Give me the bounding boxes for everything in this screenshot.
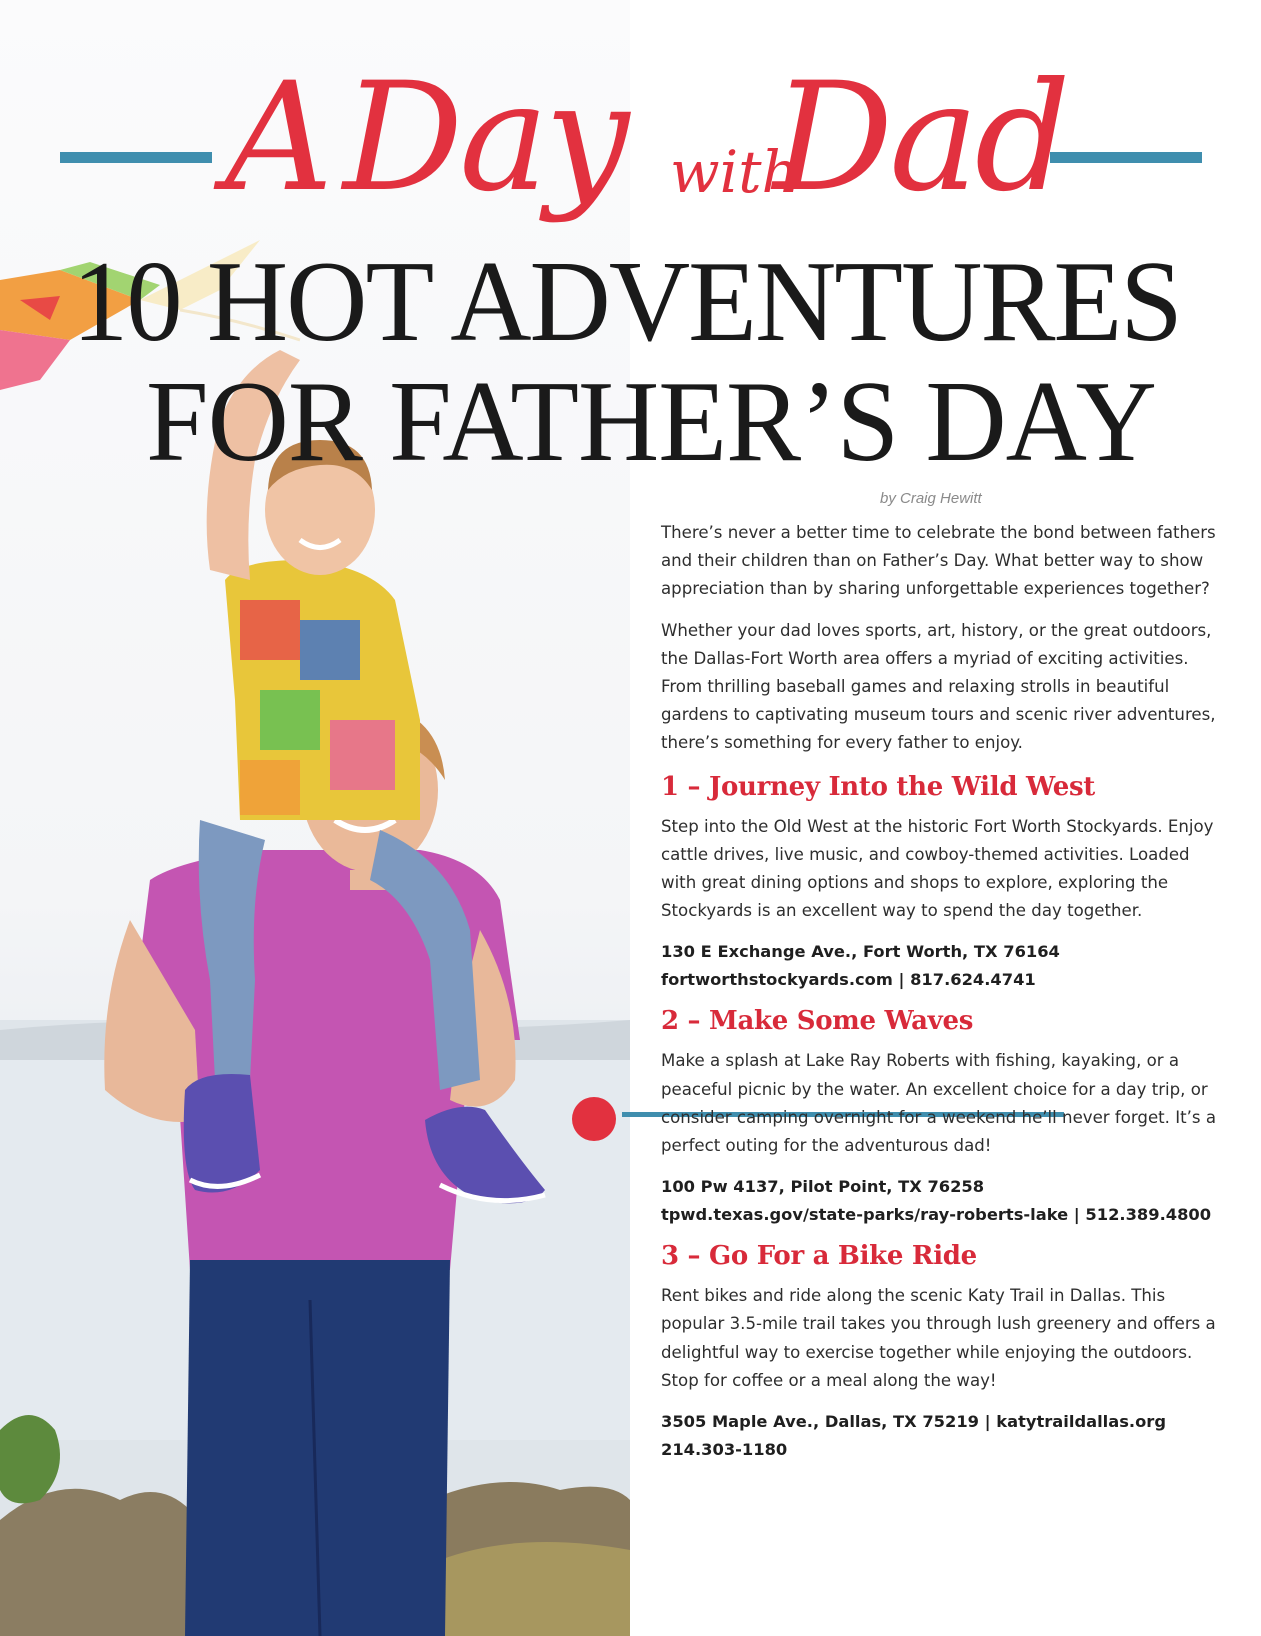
section-3-contact: 214.303-1180 (661, 1440, 788, 1460)
section-2-info (661, 1173, 1216, 1229)
section-1-heading: 1 – Journey Into the Wild West (661, 771, 1096, 802)
section-1-contact: fortworthstockyards.com | 817.624.4741 (661, 970, 1036, 990)
headline-line-1: 10 HOT ADVENTURES (72, 238, 1181, 366)
section-2-heading: 2 – Make Some Waves (661, 1006, 974, 1037)
headline-line-2: FOR FATHER’S DAY (146, 358, 1156, 486)
section-1-body: Step into the Old West at the historic Fort Worth Stockyards. Enjoy cattle drives, live music, and cowboy-themed activities. Loaded with great dining options and shops to explore, exploring the Stockyards is an excellent way to spend the day together. (661, 816, 1214, 921)
section-3-body: Rent bikes and ride along the scenic Katy Trail in Dallas. This popular 3.5-mile trail takes you through lush greenery and offers a delightful way to exercise together while enjoying the outdoors. Stop for coffee or a meal along the way! (661, 1286, 1216, 1390)
section-3 (661, 1239, 1216, 1464)
section-3-heading: 3 – Go For a Bike Ride (661, 1241, 977, 1272)
script-title-with: with (670, 138, 799, 206)
section-2-address: 100 Pw 4137, Pilot Point, TX 76258 (661, 1177, 985, 1197)
article-column (661, 519, 1216, 1474)
section-2 (661, 1004, 1216, 1229)
script-title-day: Day (343, 51, 626, 225)
script-title-a: A (225, 51, 330, 225)
intro-paragraph-1: There’s never a better time to celebrate the bond between fathers and their children than on Father’s Day. What better way to show appreciation than by sharing unforgettable experiences together? (661, 523, 1216, 599)
intro-paragraph-2: Whether your dad loves sports, art, history, or the great outdoors, the Dallas-Fort Worth area offers a myriad of exciting activities. From thrilling baseball games and relaxing strolls in beautiful gardens to captivating museum tours and scenic river adventures, there’s something for every father to enjoy. (661, 620, 1216, 753)
section-1 (661, 770, 1216, 995)
script-title (225, 30, 1067, 240)
section-1-info (661, 938, 1216, 994)
script-title-dad: Dad (773, 51, 1067, 225)
section-3-address: 3505 Maple Ave., Dallas, TX 75219 | katytraildallas.org (661, 1412, 1166, 1432)
section-2-red-dot (572, 1097, 616, 1141)
byline: by Craig Hewitt (880, 490, 982, 507)
section-1-address: 130 E Exchange Ave., Fort Worth, TX 76164 (661, 942, 1060, 962)
title-rule-left (60, 152, 212, 163)
title-rule-right (1050, 152, 1202, 163)
section-2-contact: tpwd.texas.gov/state-parks/ray-roberts-lake | 512.389.4800 (661, 1205, 1212, 1225)
section-2-body: Make a splash at Lake Ray Roberts with fishing, kayaking, or a peaceful picnic by the water. An excellent choice for a day trip, or consider camping overnight for a weekend he’ll never forget. It’s a perfect outing for the adventurous dad! (661, 1051, 1216, 1156)
section-3-info (661, 1408, 1216, 1464)
